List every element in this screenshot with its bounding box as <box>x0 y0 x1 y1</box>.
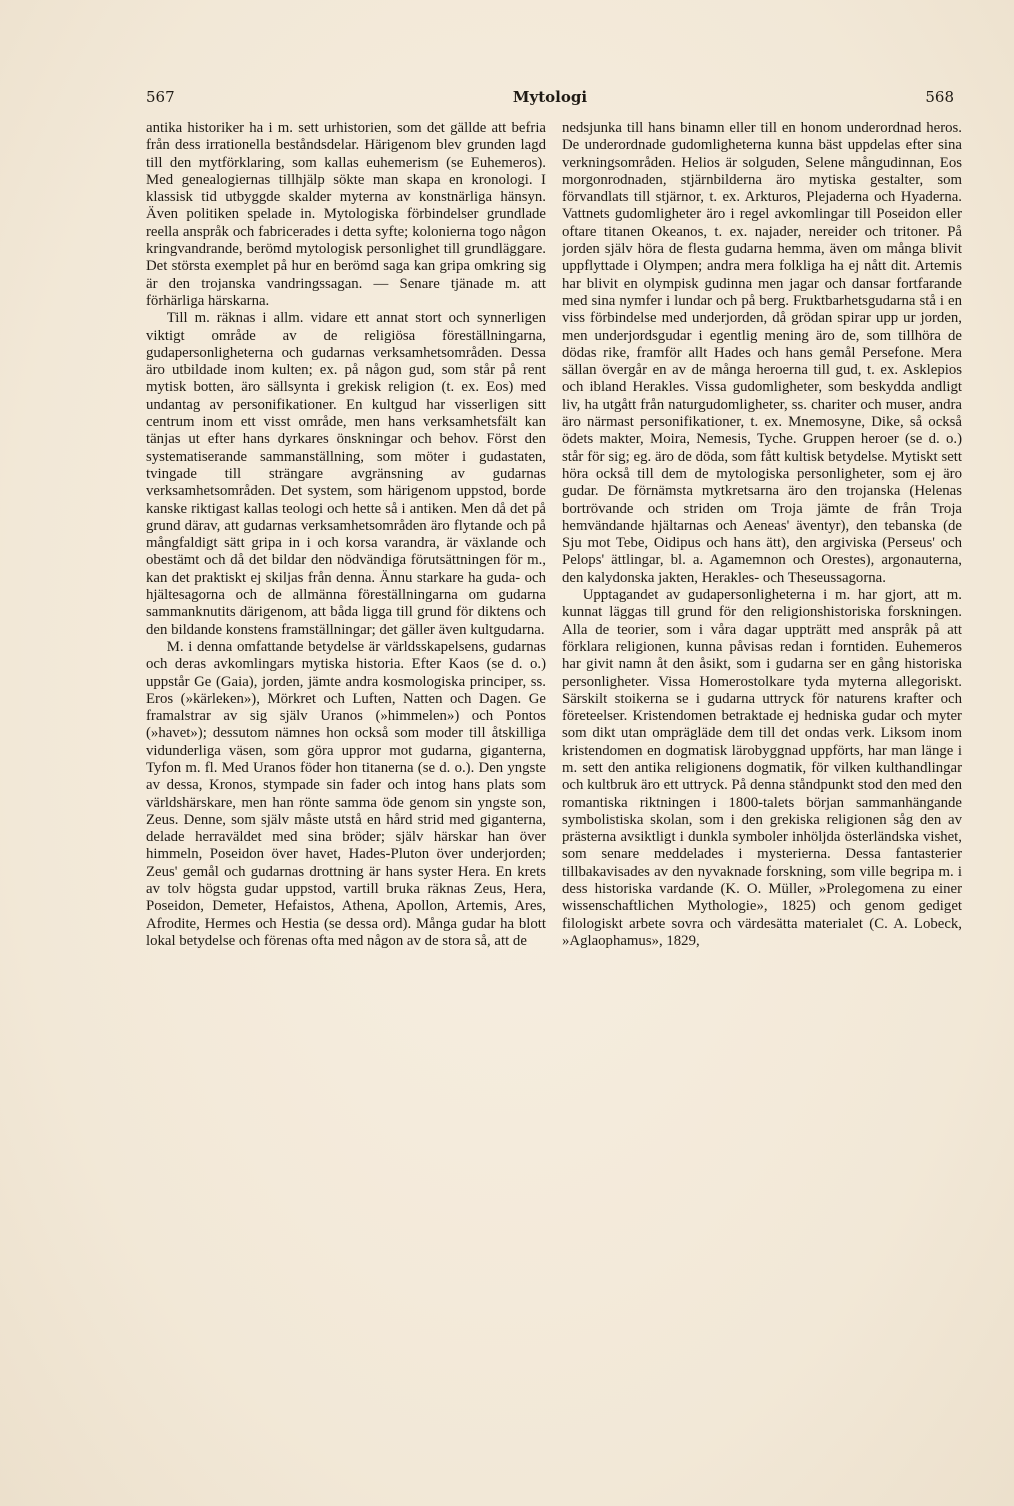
running-title: Mytologi <box>512 88 588 106</box>
running-header <box>146 88 954 110</box>
right-column <box>562 120 962 1410</box>
paragraph: Upptagandet av gudapersonligheterna i m. har gjort, att m. kunnat läggas till grund för den religionshistoriska forskningen. Alla de teorier, som i våra dagar uppträtt med anspråk på att förklara religionen, kunna påvisas redan i forntiden. Euhemeros har givit namn åt den åsikt, som i gudarna ser en gång historiska personligheter. Vissa Homerostolkare tyda myterna allegoriskt. Särskilt stoikerna se i gudarna uttryck för naturens krafter och företeelser. Kristendomen betraktade ej hedniska gudar och myter som dikt utan omprägläde dem till det ondas verk. Liksom inom kristendomen en dogmatisk lärobyggnad uppförts, har man länge i m. sett den antika religionens dogmatik, för vilken kulthandlingar och kultbruk äro ett uttryck. På denna ståndpunkt stod den med den romantiska riktningen i 1800-talets början sammanhängande symbolistiska skolan, som i den grekiska religionen såg den av prästerna avsiktligt i dunkla symboler inhöljda österländska vishet, som senare meddelades i mysterierna. Dessa fantasterier tillbakavisades av den nyvaknade forskning, som ville begripa m. i dess historiska vardande (K. O. Müller, »Prolegomena zu einer wissenschaftlichen Mythologie», 1825) och genom gediget filologiskt arbete sovra och värdesätta materialet (C. A. Lobeck, »Aglaophamus», 1829, <box>562 587 962 949</box>
paragraph: M. i denna omfattande betydelse är världsskapelsens, gudarnas och deras avkomlingars mytiska historia. Efter Kaos (se d. o.) uppstår Ge (Gaia), jorden, jämte andra kosmologiska principer, ss. Eros (»kärleken»), Mörkret och Luften, Natten och Dagen. Ge framalstrar av sig själv Uranos (»himmelen») och Pontos (»havet»); dessutom nämnes hon också som moder till åtskilliga vidunderliga väsen, som göra uppror mot gudarna, giganterna, Tyfon m. fl. Med Uranos föder hon titanerna (se d. o.). Den yngste av dessa, Kronos, stympade sin fader och intog hans plats som världshärskare, men han rönte samma öde genom sin yngste son, Zeus. Denne, som själv måste utstå en hård strid med giganterna, delade herraväldet med sina bröder; själv härskar han över himmeln, Poseidon över havet, Hades-Pluton över underjorden; Zeus' gemål och gudarnas drottning är hans syster Hera. En krets av tolv högsta gudar uppstod, vartill bruka räknas Zeus, Hera, Poseidon, Demeter, Hefaistos, Athena, Apollon, Artemis, Ares, Afrodite, Hermes och Hestia (se dessa ord). Många gudar ha blott lokal betydelse och förenas ofta med någon av de stora så, att de <box>146 638 546 949</box>
page-number-left: 567 <box>146 88 175 106</box>
paragraph: antika historiker ha i m. sett urhistorien, som det gällde att befria från dess irrationella beståndsdelar. Härigenom blev grunden lagd till den mytförklaring, som kallas euhemerism (se Euhemeros). Med genealogiernas tillhjälp sökte man skapa en kronologi. I klassisk tid utbyggde skalder myterna av konstnärliga hänsyn. Även politiken spelade in. Mytologiska förbindelser grundlade reella anspråk och fabricerades i detta syfte; kolonierna togo någon kringvandrande, berömd mytologisk personlighet till grundläggare. Det största exemplet på hur en berömd saga kan gripa omkring sig är den trojanska vandringssagan. — Senare tjänade m. att förhärliga härskarna. <box>146 120 546 309</box>
paragraph: Till m. räknas i allm. vidare ett annat stort och synnerligen viktigt område av de religiösa föreställningarna, gudapersonligheterna och gudarnas verksamhetsområden. Dessa äro utbildade inom kulten; ex. på någon gud, som står på rent mytisk botten, äro sällsynta i grekisk religion (t. ex. Eos) med undantag av personifikationer. En kultgud har visserligen sitt centrum inom ett visst område, men hans verksamhetsfält kan tänjas ut efter hans dyrkares önskningar och behov. Först den systematiserande sammanställning, som möter i gudastaten, tvingade till strängare avgränsning av gudarnas verksamhetsområden. Det system, som härigenom uppstod, borde kanske riktigast kallas teologi och hette så i antiken. Men då det på grund därav, att gudarnas verksamhetsområden äro flytande och på mångfaldigt sätt gripa in i och korsa varandra, är växlande och obestämt och då det bildar den nödvändiga förutsättningen för m., kan det praktiskt ej skiljas från denna. Ännu starkare ha guda- och hjältesagorna och de allmänna föreställningarna om gudarna sammanknutits därigenom, att båda ligga till grund för diktens och den bildande konstens framställningar; det gäller även kultgudarna. <box>146 310 546 638</box>
left-column <box>146 120 546 1410</box>
paragraph: nedsjunka till hans binamn eller till en honom underordnad heros. De underordnade gudomligheterna kunna bäst uppdelas efter sina verkningsområden. Helios är solguden, Selene mångudinnan, Eos morgonrodnaden, stjärnbilderna äro mytiska gestalter, som förvandlats till stjärnor, t. ex. Arkturos, Plejaderna och Hyaderna. Vattnets gudomligheter äro i regel avkomlingar till Poseidon eller oftare titanen Okeanos, t. ex. najader, nereider och tritoner. På jorden själv höra de flesta gudarna hemma, även om många blivit uppflyttade i Olympen; andra mera folkliga ha ej nått dit. Artemis har blivit en olympisk gudinna men jagar och dansar fortfarande med sina nymfer i lundar och på berg. Fruktbarhetsgudarna stå i en viss förbindelse med underjorden, då grödan spirar upp ur jorden, men underjordsgudar i egentlig mening äro de, som tillhöra de dödas rike, framför allt Hades och hans gemål Persefone. Mera sällan övergår en av de många heroerna till gud, t. ex. Asklepios och ibland Herakles. Vissa gudomligheter, som beskydda andligt liv, ha utgått från naturgudomligheter, ss. chariter och muser, andra äro närmast personifikationer, t. ex. Mnemosyne, Dike, så också ödets makter, Moira, Nemesis, Tyche. Gruppen heroer (se d. o.) står för sig; eg. äro de döda, som fått kultisk betydelse. Mytiskt sett höra också till dem de mytologiska personligheter, som ej äro gudar. De förnämsta mytkretsarna äro den trojanska (Helenas bortrövande och striden om Troja jämte de från Troja hemvändande hjältarnas och Aeneas' äventyr), den tebanska (de Sju mot Tebe, Oidipus och hans ätt), den argiviska (Perseus' och Pelops' ättlingar, bl. a. Agamemnon och Orestes), argonauterna, den kalydonska jakten, Herakles- och Theseussagorna. <box>562 120 962 586</box>
page-number-right: 568 <box>925 88 954 106</box>
